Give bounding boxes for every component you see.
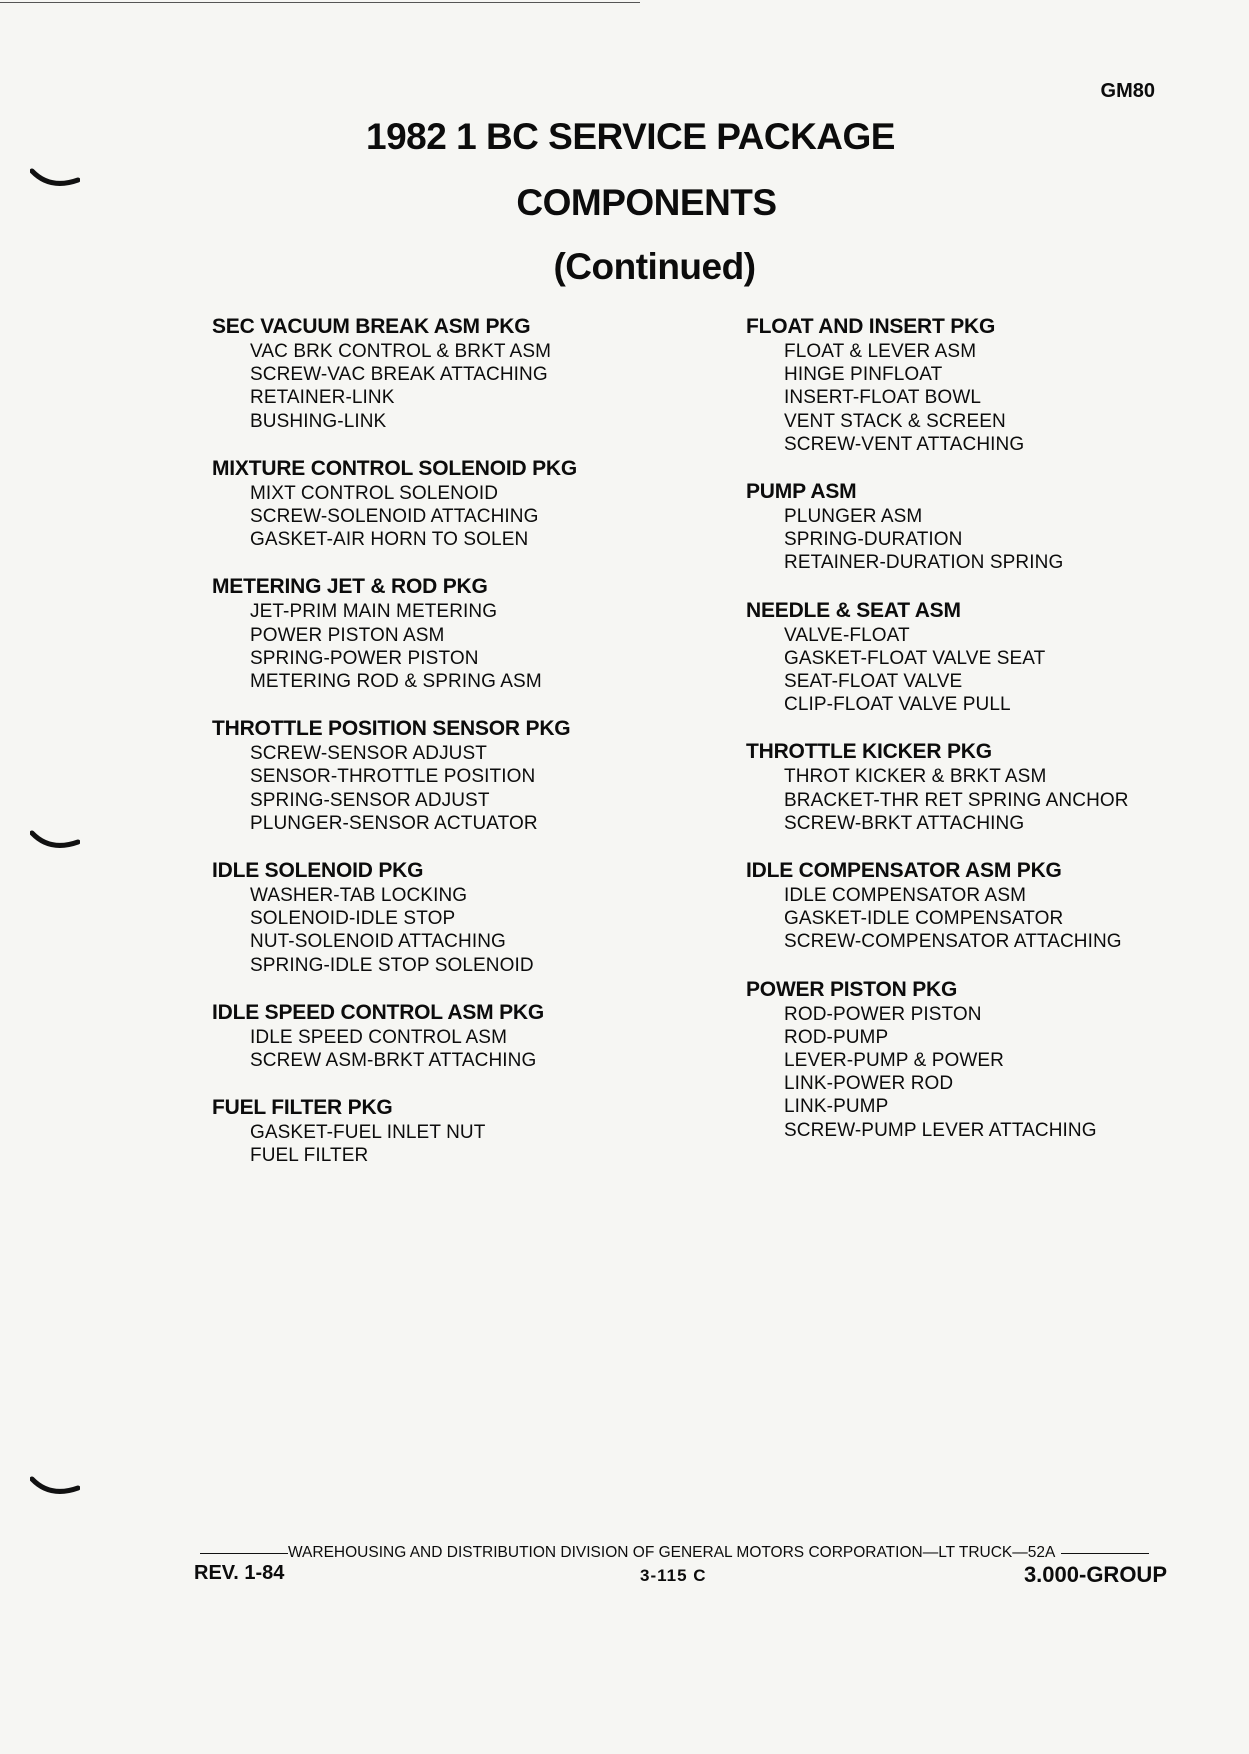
- package-item: FUEL FILTER: [250, 1145, 369, 1167]
- package-item: SCREW ASM-BRKT ATTACHING: [250, 1050, 537, 1072]
- package-item: SPRING-POWER PISTON: [250, 647, 479, 669]
- footer-rule-left: [200, 1553, 288, 1554]
- package-item: GASKET-AIR HORN TO SOLEN: [250, 529, 529, 551]
- package-item-list: [746, 340, 1206, 456]
- package-item: THROT KICKER & BRKT ASM: [784, 766, 1047, 788]
- document-code: GM80: [1100, 80, 1155, 102]
- package-item: CLIP-FLOAT VALVE PULL: [784, 694, 1011, 716]
- package-block: [212, 716, 672, 835]
- package-block: [746, 858, 1206, 954]
- package-item-list: [212, 742, 672, 835]
- package-title: FUEL FILTER PKG: [212, 1096, 393, 1120]
- binder-hole-mark-icon: [30, 830, 80, 850]
- package-item-list: [746, 765, 1206, 835]
- package-item: SPRING-SENSOR ADJUST: [250, 789, 490, 811]
- package-item: HINGE PINFLOAT: [784, 364, 943, 386]
- package-title: FLOAT AND INSERT PKG: [746, 315, 996, 338]
- binder-hole-mark-icon: [30, 1476, 80, 1496]
- footer-division-line: [200, 1544, 1168, 1562]
- package-block: [746, 314, 1206, 456]
- package-item: LINK-POWER ROD: [784, 1073, 954, 1095]
- package-item: BRACKET-THR RET SPRING ANCHOR: [784, 789, 1129, 811]
- package-item: SCREW-VAC BREAK ATTACHING: [250, 364, 548, 386]
- left-package-column: [212, 314, 672, 1191]
- package-block: [746, 479, 1206, 575]
- package-item: GASKET-FLOAT VALVE SEAT: [784, 647, 1046, 669]
- package-item: SCREW-PUMP LEVER ATTACHING: [784, 1119, 1097, 1141]
- package-block: [746, 977, 1206, 1142]
- package-title: THROTTLE POSITION SENSOR PKG: [212, 717, 571, 741]
- package-item: SCREW-COMPENSATOR ATTACHING: [784, 931, 1122, 953]
- package-block: [746, 739, 1206, 835]
- package-block: [212, 1095, 672, 1167]
- package-item-list: [212, 600, 672, 693]
- page-title-line-3: (Continued): [553, 246, 756, 287]
- revision-label: REV. 1-84: [194, 1562, 285, 1584]
- package-block: [746, 598, 1206, 717]
- page-title-line-2: COMPONENTS: [516, 182, 777, 223]
- package-item: SPRING-IDLE STOP SOLENOID: [250, 954, 534, 976]
- package-item: ROD-POWER PISTON: [784, 1003, 982, 1025]
- package-item: WASHER-TAB LOCKING: [250, 885, 468, 907]
- package-item: METERING ROD & SPRING ASM: [250, 671, 542, 693]
- package-block: [212, 1000, 672, 1072]
- package-item-list: [212, 1026, 672, 1072]
- package-item-list: [212, 482, 672, 552]
- package-item-list: [212, 1121, 672, 1167]
- package-block: [212, 314, 672, 433]
- package-item-list: [212, 884, 672, 977]
- package-item-list: [746, 505, 1206, 575]
- package-title: METERING JET & ROD PKG: [212, 575, 488, 599]
- top-edge-rule: [0, 2, 640, 3]
- package-item: MIXT CONTROL SOLENOID: [250, 482, 499, 504]
- package-item: ROD-PUMP: [784, 1026, 889, 1048]
- package-title: IDLE SPEED CONTROL ASM PKG: [212, 1000, 544, 1024]
- package-item: NUT-SOLENOID ATTACHING: [250, 931, 506, 953]
- package-item: SENSOR-THROTTLE POSITION: [250, 766, 536, 788]
- package-item: RETAINER-LINK: [250, 387, 395, 409]
- package-item: GASKET-FUEL INLET NUT: [250, 1122, 486, 1144]
- footer-division-text: WAREHOUSING AND DISTRIBUTION DIVISION OF GENERAL MOTORS CORPORATION—LT TRUCK—52A: [288, 1544, 1056, 1561]
- package-item: SCREW-SOLENOID ATTACHING: [250, 506, 539, 528]
- package-item: PLUNGER ASM: [784, 506, 923, 528]
- package-title: NEEDLE & SEAT ASM: [746, 598, 961, 622]
- group-number: 3.000-GROUP: [1023, 1562, 1167, 1587]
- footer-rule-right: [1061, 1553, 1149, 1554]
- package-item: PLUNGER-SENSOR ACTUATOR: [250, 812, 538, 834]
- package-item: BUSHING-LINK: [250, 410, 387, 432]
- package-item-list: [746, 1003, 1206, 1142]
- package-item: IDLE SPEED CONTROL ASM: [250, 1026, 508, 1048]
- package-item: LINK-PUMP: [784, 1096, 889, 1118]
- package-item: FLOAT & LEVER ASM: [784, 341, 977, 362]
- package-item: SCREW-BRKT ATTACHING: [784, 812, 1025, 834]
- package-item: SEAT-FLOAT VALVE: [784, 671, 963, 693]
- package-title: MIXTURE CONTROL SOLENOID PKG: [212, 456, 578, 480]
- package-item: RETAINER-DURATION SPRING: [784, 552, 1064, 574]
- package-item-list: [746, 884, 1206, 954]
- package-title: IDLE COMPENSATOR ASM PKG: [746, 859, 1062, 883]
- package-title: IDLE SOLENOID PKG: [212, 859, 424, 883]
- package-block: [212, 456, 672, 552]
- package-item-list: [746, 624, 1206, 717]
- package-item: GASKET-IDLE COMPENSATOR: [784, 908, 1064, 930]
- package-title: THROTTLE KICKER PKG: [746, 740, 992, 764]
- package-item: SCREW-SENSOR ADJUST: [250, 743, 487, 765]
- package-title: POWER PISTON PKG: [746, 977, 958, 1001]
- package-item: INSERT-FLOAT BOWL: [784, 387, 982, 409]
- package-block: [212, 858, 672, 977]
- package-title: PUMP ASM: [746, 480, 857, 504]
- right-package-column: [746, 314, 1206, 1165]
- package-item: POWER PISTON ASM: [250, 624, 445, 646]
- package-item: SPRING-DURATION: [784, 529, 963, 551]
- package-item: JET-PRIM MAIN METERING: [250, 601, 498, 623]
- package-item: SOLENOID-IDLE STOP: [250, 908, 456, 930]
- package-item: SCREW-VENT ATTACHING: [784, 433, 1025, 455]
- page-number: 3-115 C: [640, 1566, 707, 1585]
- package-item: VENT STACK & SCREEN: [784, 410, 1006, 432]
- package-item: VALVE-FLOAT: [784, 624, 910, 646]
- package-item: IDLE COMPENSATOR ASM: [784, 885, 1027, 907]
- package-block: [212, 574, 672, 693]
- package-item-list: [212, 340, 672, 433]
- package-title: SEC VACUUM BREAK ASM PKG: [212, 315, 531, 338]
- package-item: LEVER-PUMP & POWER: [784, 1050, 1004, 1072]
- page-title-line-1: 1982 1 BC SERVICE PACKAGE: [366, 116, 895, 157]
- package-item: VAC BRK CONTROL & BRKT ASM: [250, 341, 552, 362]
